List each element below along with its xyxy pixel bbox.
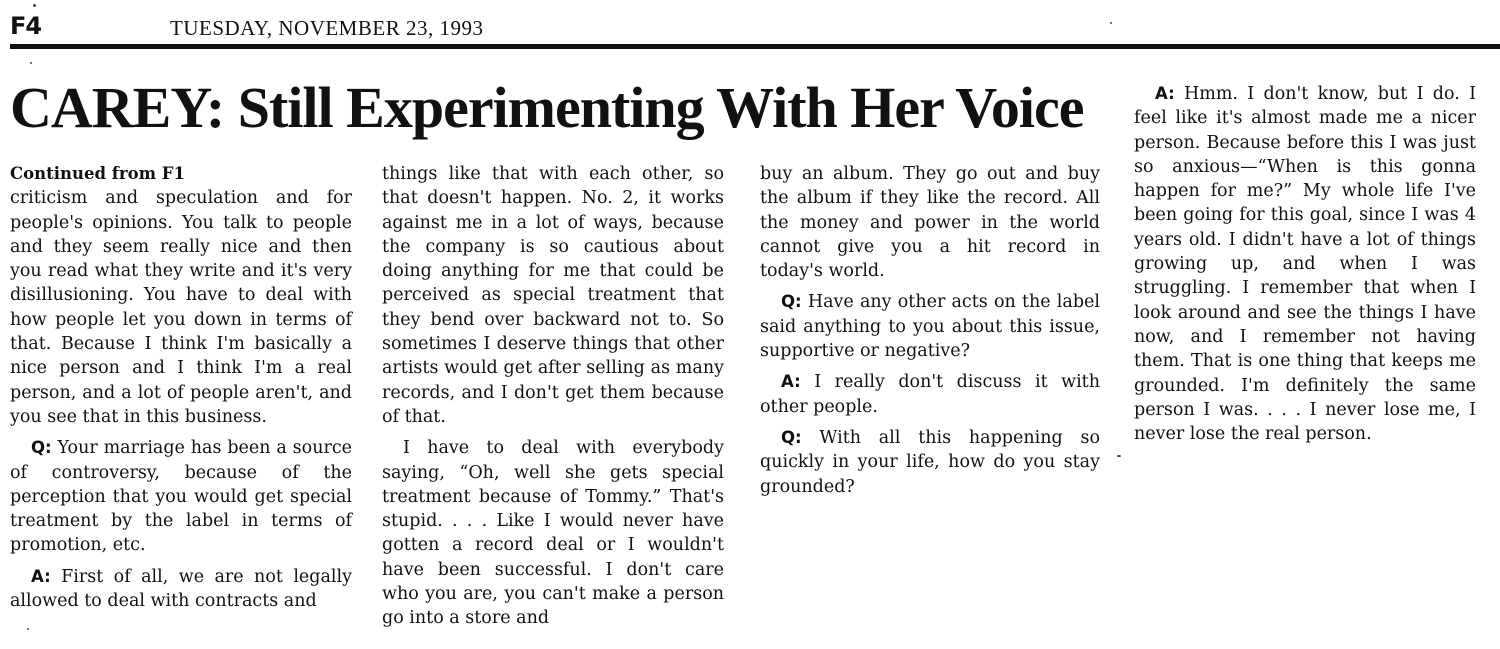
paragraph-text: Hmm. I don't know, but I do. I feel like it's almost made me a nicer person. Because before this I was just so anxious—“When is this gonna happen for me?” My whole life I've been going for this goal, since I was 4 years old. I didn't have a lot of things growing up, and when I was struggling. I remember that when I look around and see the things I have now, and I remember not having them. That is one thing that keeps me grounded. I'm definitely the same person I was. . . . I never lose me, I never lose the real person. — [1134, 84, 1476, 445]
paragraph-text: I have to deal with everybody saying, “Oh, well she gets special treatment because of Tommy.” That's stupid. . . . Like I would never have gotten a record deal or I wouldn't have been successful. I don't care who you are, you can't make a person go into a store and — [382, 438, 724, 629]
column-4 — [1134, 82, 1476, 446]
column-3 — [760, 162, 1100, 499]
paragraph — [760, 290, 1100, 363]
paragraph-lead: A: — [31, 566, 51, 586]
paragraph — [760, 426, 1100, 499]
paragraph-text: things like that with each other, so that doesn't happen. No. 2, it works against me in a lot of ways, because the company is so cautious about doing anything for me that could be perceived as special treatment that they bend over backward not to. So sometimes I deserve things that other artists would get after selling as many records, and I don't get them because of that. — [382, 164, 724, 427]
paragraph-lead: A: — [781, 372, 801, 392]
scan-speck — [27, 628, 29, 630]
dateline: TUESDAY, NOVEMBER 23, 1993 — [170, 16, 484, 40]
paragraph — [382, 162, 724, 429]
paragraph-text: First of all, we are not legally allowed to deal with contracts and — [10, 566, 352, 612]
column-2 — [382, 162, 724, 631]
paragraph-text: Your marriage has been a source of controversy, because of the perception that you would get special treatment by the label in terms of promotion, etc. — [10, 438, 352, 556]
paragraph-text: I really don't discuss it with other people. — [760, 372, 1100, 417]
paragraph — [10, 186, 352, 429]
paragraph — [10, 565, 352, 614]
paragraph-text: With all this happening so quickly in your life, how do you stay grounded? — [760, 427, 1100, 497]
page-number: F4 — [10, 12, 42, 40]
paragraph-lead: Q: — [781, 292, 802, 312]
continued-label: Continued from F1 — [10, 164, 185, 183]
paragraph-lead: Q: — [781, 427, 802, 447]
paragraph-text: buy an album. They go out and buy the album if they like the record. All the money and power in the world cannot give you a hit record in today's world. — [760, 164, 1100, 282]
paragraph-text: criticism and speculation and for people's opinions. You talk to people and they seem really nice and then you read what they write and it's very disillusioning. You have to deal with how people let you down in terms of that. Because I think I'm basically a nice person and I think I'm a real person, and a lot of people aren't, and you see that in this business. — [10, 188, 352, 427]
scan-speck — [1110, 22, 1112, 24]
headline: CAREY: Still Experimenting With Her Voice — [10, 75, 1084, 140]
paragraph — [1134, 82, 1476, 446]
paragraph — [760, 370, 1100, 419]
paragraph-lead: A: — [1155, 84, 1175, 103]
column-1 — [10, 162, 352, 613]
paragraph-lead: Q: — [31, 438, 52, 458]
scan-speck — [30, 62, 32, 64]
paragraph-text: Have any other acts on the label said anything to you about this issue, supportive or negative? — [760, 292, 1100, 362]
scan-speck — [33, 4, 36, 7]
header-rule — [10, 44, 1500, 49]
scan-speck — [1117, 455, 1121, 457]
paragraph — [10, 436, 352, 557]
paragraph — [760, 162, 1100, 283]
paragraph — [382, 436, 724, 630]
